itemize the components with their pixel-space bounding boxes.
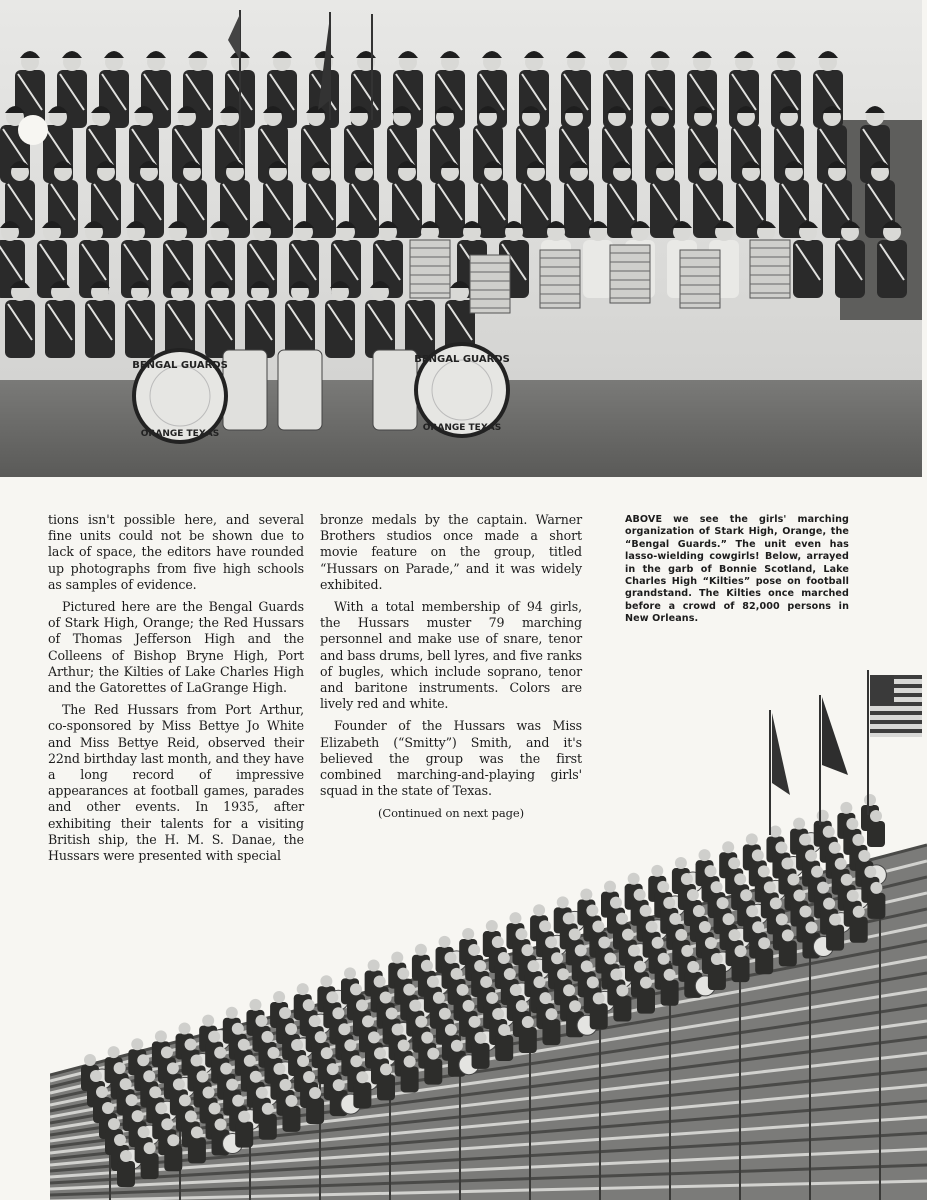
article-paragraph: bronze medals by the captain. Warner Brothers studios once made a short movie feature on the group, titled “Hussars on Parade,” and it was widely exhibited. [320, 512, 582, 592]
marching-band-group-photo [0, 0, 922, 477]
photo-caption: ABOVE we see the girls' marching organization of Stark High, Orange, the “Bengal Guards.” The unit even has lasso-wielding cowgirls! Below, arrayed in the garb of Bonnie Scotland, Lake Charles High “Kilties” pose on football grandstand. The Kilties once marched before a crowd of 82,000 persons in New Orleans. [625, 514, 849, 625]
kilties-grandstand-photo [50, 665, 927, 1200]
bengal-guards-photo [0, 0, 922, 477]
drum-text-top: BENGAL GUARDS [414, 354, 510, 365]
article-paragraph: Pictured here are the Bengal Guards of Stark High, Orange; the Red Hussars of Thomas Jefferson High and the Colleens of Bishop Bryne High, Port Arthur; the Kilties of Lake Charles High and the Gatorettes of LaGrange High. [48, 599, 304, 696]
bengal-guards-drum-right [414, 344, 510, 436]
drum-text-top: BENGAL GUARDS [132, 360, 228, 371]
kilties-grandstand-photo [50, 665, 927, 1200]
drum-text-bottom: ORANGE TEXAS [422, 423, 502, 433]
article-paragraph: tions isn't possible here, and several fine units could not be shown due to lack of space, the editors have rounded up photographs from five high schools as samples of evidence. [48, 512, 304, 592]
continued-note: (Continued on next page) [378, 806, 524, 821]
binder-punch-hole [18, 115, 48, 145]
bengal-guards-drum-left [132, 350, 228, 442]
article-paragraph: Founder of the Hussars was Miss Elizabeth (“Smitty”) Smith, and it's believed the group was the first combined marching-and-playing girls' squad in the state of Texas. [320, 718, 582, 799]
article-paragraph: The Red Hussars from Port Arthur, co-sponsored by Miss Bettye Jo White and Miss Bettye Reid, observed their 22nd birthday last month, and they have a long record of impressive appearances at football games, parades and other events. In 1935, after exhibiting their talents for a visiting British ship, the H. M. S. Danae, the Hussars were presented with special [48, 702, 304, 864]
article-paragraph: With a total membership of 94 girls, the Hussars muster 79 marching personnel and make use of snare, tenor and bass drums, bell lyres, and five ranks of bugles, which include soprano, tenor and baritone instruments. Colors are lively red and white. [320, 599, 582, 712]
drum-text-bottom: ORANGE TEXAS [140, 429, 220, 439]
